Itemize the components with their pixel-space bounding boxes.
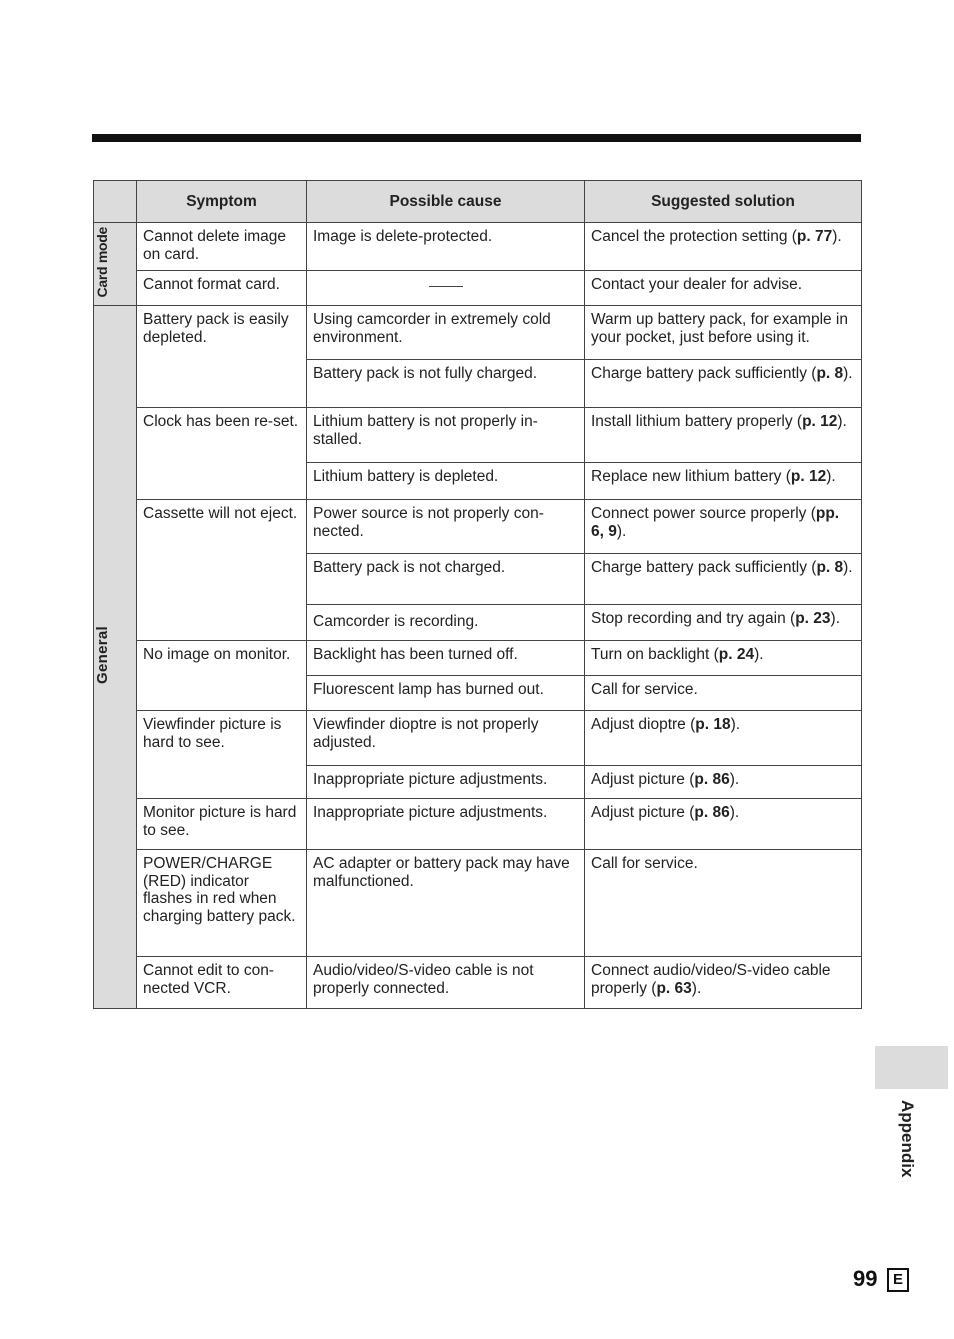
symptom-cell: Cannot format card. [137,271,307,306]
page-reference: pp. 6, 9 [591,505,840,540]
section-general [94,306,137,1009]
page-reference: p. 8 [816,365,844,382]
table-row [94,408,862,463]
solution-cell: Connect audio/video/S-video cable properly (p. 63). [585,957,862,1009]
table-row [94,850,862,957]
page-reference: p. 12 [790,468,827,485]
table-row [94,306,862,360]
header-corner [94,181,137,223]
cause-cell: Fluorescent lamp has burned out. [307,676,585,711]
solution-cell: Charge battery pack sufficiently (p. 8). [585,554,862,605]
solution-cell: Adjust picture (p. 86). [585,799,862,850]
cause-cell: Battery pack is not fully charged. [307,360,585,408]
page-reference: p. 63 [656,979,692,997]
page-reference: p. 86 [694,771,730,788]
cause-cell: Lithium battery is not properly in-stalled. [307,408,585,463]
table-header-row [94,181,862,223]
cause-cell: Inappropriate picture adjustments. [307,799,585,850]
table-row [94,271,862,306]
cause-cell: Power source is not properly con-nected. [307,500,585,554]
top-rule [92,134,861,142]
symptom-cell: Cassette will not eject. [137,500,307,641]
page-reference: p. 12 [802,413,838,430]
table-row [94,223,862,271]
solution-cell: Connect power source properly (pp. 6, 9). [585,500,862,554]
solution-cell: Install lithium battery properly (p. 12). [585,408,862,463]
symptom-cell: POWER/CHARGE (RED) indicator flashes in red when charging battery pack. [137,850,307,957]
cause-cell-empty [307,271,585,306]
cause-cell: Camcorder is recording. [307,605,585,641]
cause-cell: Battery pack is not charged. [307,554,585,605]
cause-cell: Image is delete-protected. [307,223,585,271]
solution-cell: Adjust picture (p. 86). [585,766,862,799]
symptom-cell: Cannot edit to con-nected VCR. [137,957,307,1009]
symptom-cell: Cannot delete image on card. [137,223,307,271]
cause-cell: Audio/video/S-video cable is not properly connected. [307,957,585,1009]
section-tab [875,1046,948,1089]
symptom-cell: No image on monitor. [137,641,307,711]
section-card-mode [94,223,137,306]
solution-cell: Charge battery pack sufficiently (p. 8). [585,360,862,408]
table-row [94,711,862,766]
language-indicator: E [887,1268,909,1292]
cause-cell: Using camcorder in extremely cold environment. [307,306,585,360]
section-label-general: General [94,625,111,684]
page-reference: p. 23 [795,610,831,627]
cause-cell: Backlight has been turned off. [307,641,585,676]
table-row [94,799,862,850]
solution-cell: Cancel the protection setting (p. 77). [585,223,862,271]
page-number: 99 [853,1266,878,1291]
page-reference: p. 8 [816,559,844,576]
solution-cell: Adjust dioptre (p. 18). [585,711,862,766]
cause-cell: Viewfinder dioptre is not properly adjusted. [307,711,585,766]
page-reference: p. 86 [694,804,730,821]
solution-cell: Call for service. [585,850,862,957]
header-possible-cause: Possible cause [307,181,585,223]
section-label-card-mode: Card mode [94,226,110,297]
solution-cell: Call for service. [585,676,862,711]
appendix-label: Appendix [898,1100,917,1178]
cause-cell: Inappropriate picture adjustments. [307,766,585,799]
table-row [94,641,862,676]
cause-cell: AC adapter or battery pack may have malfunctioned. [307,850,585,957]
solution-cell: Replace new lithium battery (p. 12). [585,463,862,500]
header-suggested-solution: Suggested solution [585,181,862,223]
symptom-cell: Viewfinder picture is hard to see. [137,711,307,799]
troubleshooting-table [93,180,862,1009]
solution-cell: Warm up battery pack, for example in your pocket, just before using it. [585,306,862,360]
header-symptom: Symptom [137,181,307,223]
cause-cell: Lithium battery is depleted. [307,463,585,500]
symptom-cell: Monitor picture is hard to see. [137,799,307,850]
table-row [94,957,862,1009]
dash-line [429,286,463,287]
solution-cell: Stop recording and try again (p. 23). [585,605,862,641]
symptom-cell: Clock has been re-set. [137,408,307,500]
page-reference: p. 77 [796,228,833,245]
solution-cell: Contact your dealer for advise. [585,271,862,306]
table-row [94,500,862,554]
solution-cell: Turn on backlight (p. 24). [585,641,862,676]
page-reference: p. 18 [695,716,731,733]
symptom-cell: Battery pack is easily depleted. [137,306,307,408]
page-reference: p. 24 [718,646,755,663]
